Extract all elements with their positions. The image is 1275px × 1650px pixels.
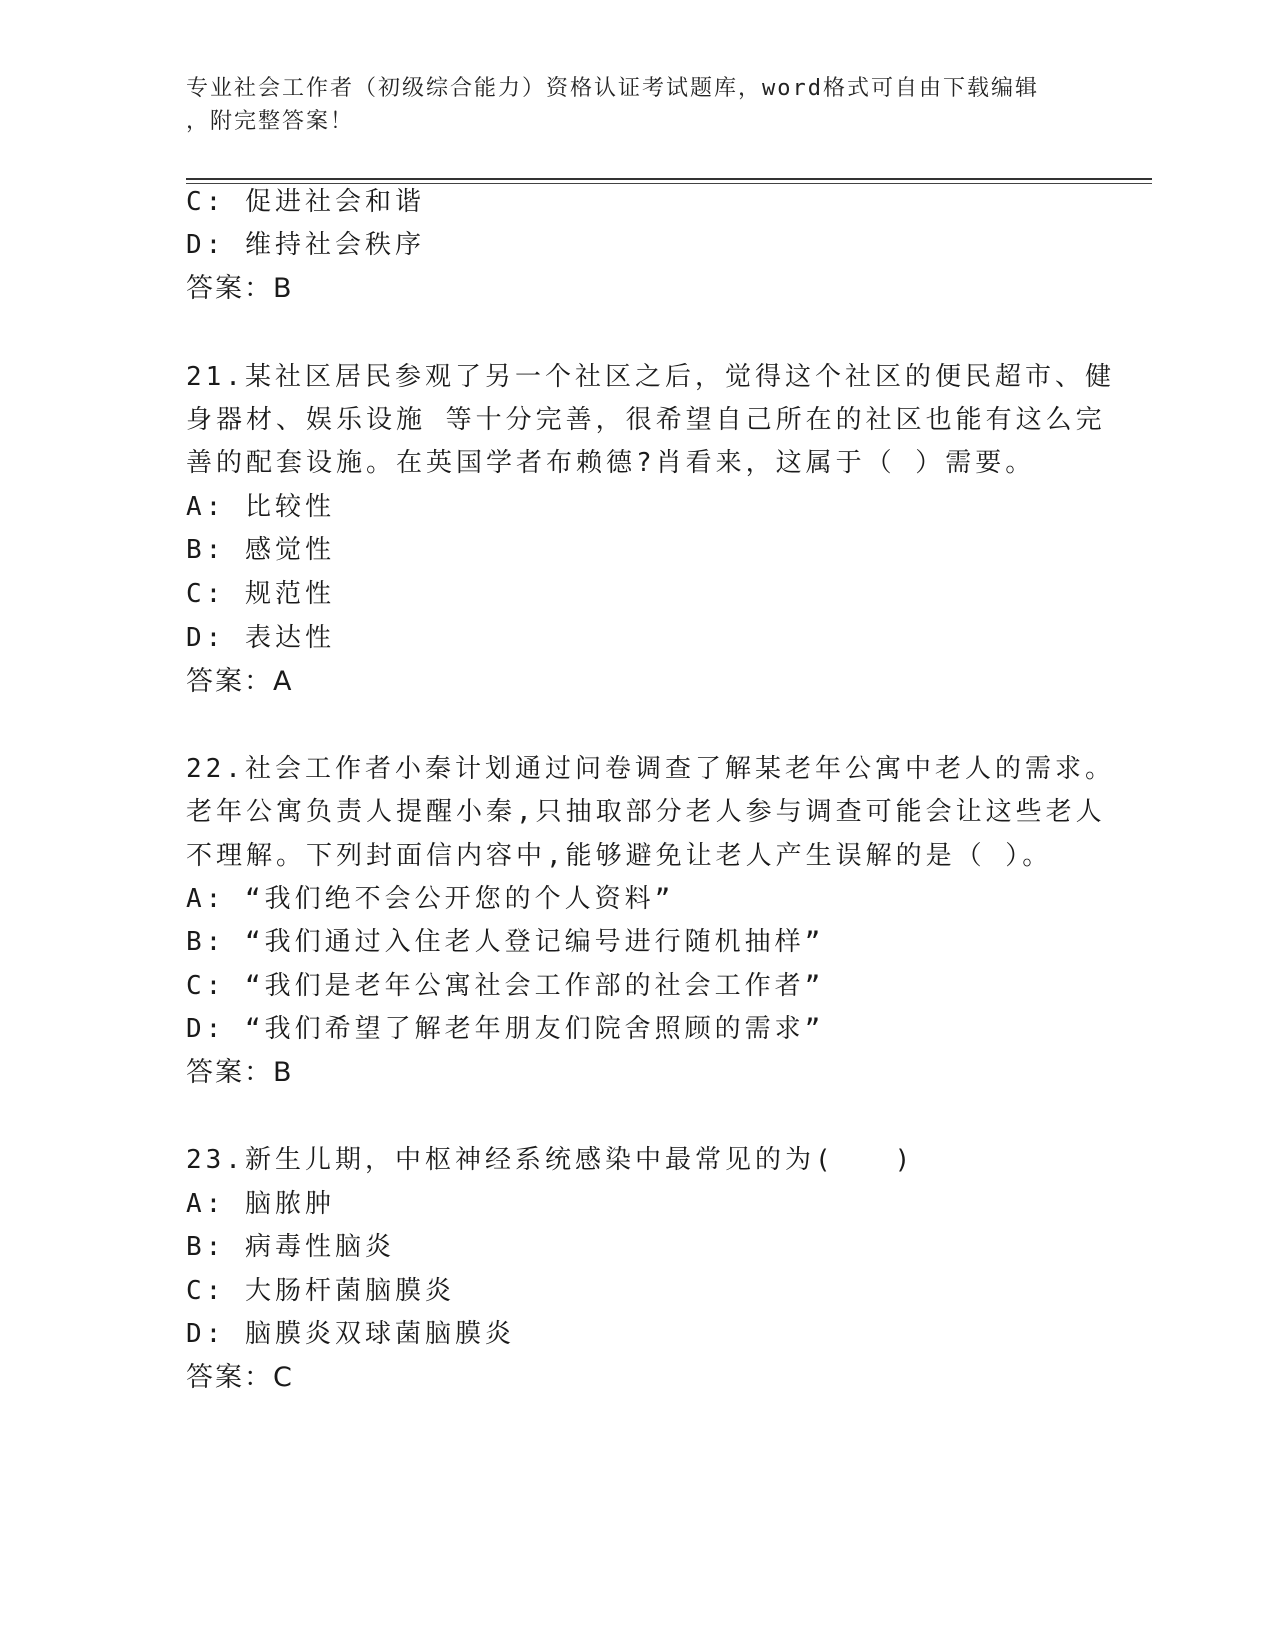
q23-option-b: B: 病毒性脑炎 <box>186 1232 395 1262</box>
q21-option-a: A: 比较性 <box>186 492 335 522</box>
q23-stem-line-1: 23.新生儿期，中枢神经系统感染中最常见的为( ) <box>186 1145 915 1175</box>
q22-stem-line-3: 不理解。下列封面信内容中,能够避免让老人产生误解的是（ ）。 <box>186 841 1053 871</box>
q22-answer: 答案：B <box>186 1057 294 1088</box>
q21-stem-line-2: 身器材、娱乐设施 等十分完善，很希望自己所在的社区也能有这么完 <box>186 405 1106 435</box>
prev-option-d: D: 维持社会秩序 <box>186 230 425 260</box>
header-title-line-2: ，附完整答案！ <box>186 109 355 134</box>
q21-stem-line-3: 善的配套设施。在英国学者布赖德?肖看来，这属于（ ）需要。 <box>186 448 1036 478</box>
page-header <box>186 72 1066 138</box>
q23-option-a: A: 脑脓肿 <box>186 1189 335 1219</box>
prev-answer: 答案：B <box>186 273 294 304</box>
q22-stem-line-1: 22.社会工作者小秦计划通过问卷调查了解某老年公寓中老人的需求。 <box>186 754 1115 784</box>
q21-stem-line-1: 21.某社区居民参观了另一个社区之后，觉得这个社区的便民超市、健 <box>186 362 1115 392</box>
q22-option-c: C: “我们是老年公寓社会工作部的社会工作者” <box>186 971 825 1001</box>
q22-option-d: D: “我们希望了解老年朋友们院舍照顾的需求” <box>186 1014 825 1044</box>
header-divider-thick <box>186 178 1152 180</box>
q23-option-d: D: 脑膜炎双球菌脑膜炎 <box>186 1319 515 1349</box>
q22-option-b: B: “我们通过入住老人登记编号进行随机抽样” <box>186 927 825 957</box>
q22-option-a: A: “我们绝不会公开您的个人资料” <box>186 884 675 914</box>
q21-option-b: B: 感觉性 <box>186 535 335 565</box>
q22-stem-line-2: 老年公寓负责人提醒小秦,只抽取部分老人参与调查可能会让这些老人 <box>186 797 1106 827</box>
q21-option-c: C: 规范性 <box>186 579 335 609</box>
header-title-line-1: 专业社会工作者（初级综合能力）资格认证考试题库，word格式可自由下载编辑 <box>186 76 1039 101</box>
q23-option-c: C: 大肠杆菌脑膜炎 <box>186 1276 455 1306</box>
q23-answer: 答案：C <box>186 1362 294 1393</box>
q21-answer: 答案：A <box>186 666 294 697</box>
q21-option-d: D: 表达性 <box>186 623 335 653</box>
prev-option-c: C: 促进社会和谐 <box>186 187 425 217</box>
